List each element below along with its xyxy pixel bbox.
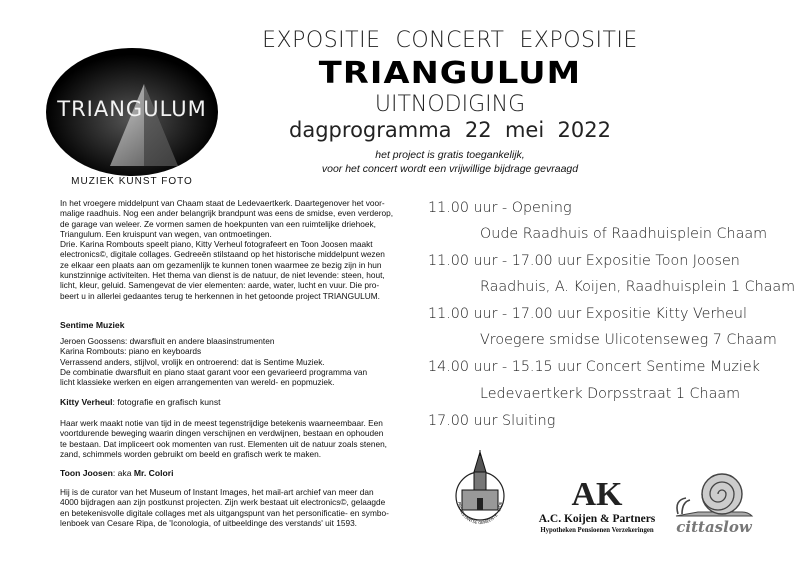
kitty-role: : fotografie en grafisch kunst [112, 397, 221, 407]
program-time-expo-kitty: 11.00 uur - 17.00 uur Expositie Kitty Verheul [428, 306, 747, 322]
sentime-heading: Sentime Muziek [60, 320, 125, 330]
toon-aka: : aka [112, 468, 134, 478]
program-time-concert: 14.00 uur - 15.15 uur Concert Sentime Muziek [428, 359, 760, 375]
program-time-closing: 17.00 uur Sluiting [428, 413, 556, 429]
snail-icon [668, 470, 760, 536]
ak-name: A.C. Koijen & Partners [538, 513, 656, 525]
sentime-line: licht klassieke werken en eigen arrangementen van wereld- en popmuziek. [60, 377, 335, 388]
kitty-line: voortdurende beweging waarin dingen verschijnen en verdwijnen, bestaan en ophouden [60, 428, 384, 439]
program-location-opening: Oude Raadhuis of Raadhuisplein Chaam [480, 226, 768, 242]
cittaslow-label: cittaslow [676, 518, 752, 536]
program-location-expo-toon: Raadhuis, A. Koijen, Raadhuisplein 1 Chaam [480, 279, 796, 295]
toon-line: en betekenisvolle digitale collages met als uitgangspunt van het personificatie- en symbo- [60, 507, 389, 518]
logo-caption: MUZIEK KUNST FOTO [71, 176, 193, 187]
kitty-name: Kitty Verheul [60, 397, 113, 407]
intro-line: Drie. Karina Rombouts speelt piano, Kitty Verheul fotografeert en Toon Joosen maakt [60, 239, 373, 250]
sentime-line: De combinatie dwarsfluit en piano staat garant voor een gevarieerd programma van [60, 366, 368, 377]
kitty-heading [60, 397, 221, 407]
toon-alias: Mr. Colori [133, 468, 174, 478]
intro-line: kunstzinnige activiteiten. Het thema van dienst is de natuur, de niet levende: steen, hout, [60, 270, 385, 281]
toon-line: lenboek van Cesare Ripa, de 'Iconologia, of uitbeeldinge des verstands' uit 1593. [60, 517, 357, 528]
toon-line: 4000 bijdragen aan zijn postkunst projecten. Zijn werk bestaat uit electronics©, gelaagde [60, 497, 386, 508]
toon-line: Hij is de curator van het Museum of Instant Images, het mail-art archief van meer dan [60, 487, 374, 497]
sentime-text [60, 336, 408, 387]
ak-koijen-logo [532, 478, 662, 538]
intro-line: malige raadhuis. Nog een ander belangrijk brandpunt was eens de smidse, even verderop, [60, 208, 394, 219]
triangulum-logo [40, 48, 224, 188]
intro-line: de garage van weleer. Ze vormen samen de hoekpunten van een ruimtelijke driehoek, [60, 218, 376, 229]
date-line: dagprogramma 22 mei 2022 [289, 118, 611, 142]
program-location-concert: Ledevaertkerk Dorpsstraat 1 Chaam [480, 386, 741, 402]
sentime-line: Jeroen Goossens: dwarsfluit en andere blaasinstrumenten [60, 336, 275, 346]
intro-line: ze elkaar een plaats aan om gezamenlijk te kunnen tonen waarmee ze bezig zijn in hun [60, 259, 382, 270]
sentime-line: Verrassend anders, stijlvol, vrolijk en ontroerend: dat is Sentime Muziek. [60, 356, 325, 367]
logo-name: TRIANGULUM [57, 97, 207, 121]
toon-text [60, 487, 408, 528]
kitty-text [60, 418, 408, 459]
intro-line: Triangulum. Een kruispunt van wegen, van ontmoetingen. [60, 228, 272, 239]
ak-mark: AK [571, 476, 623, 513]
sentime-line: Karina Rombouts: piano en keyboards [60, 346, 202, 357]
contribution-note: voor het concert wordt een vrijwillige bijdrage gevraagd [321, 163, 579, 175]
toon-heading [60, 468, 174, 478]
kitty-line: zand, schimmels worden gebruikt om beeld en grafisch werk te maken. [60, 448, 322, 459]
kitty-line: Haar werk maakt notie van tijd in de meest tegenstrijdige betekenis waarneembaar. Een [60, 418, 383, 428]
free-access-note: het project is gratis toegankelijk, [375, 149, 525, 161]
church-ring-text: PROTESTANTSE GEMEENTE · LEDE [456, 501, 504, 526]
intro-line: beert u in allerlei gedaantes terug te herkennen in het getoonde project TRIANGULUM. [60, 290, 380, 301]
intro-line: licht, kleur, geluid. Samengevat de vier elementen: aarde, water, lucht en vuur. Die pro- [60, 280, 380, 291]
program-time-expo-toon: 11.00 uur - 17.00 uur Expositie Toon Joosen [428, 253, 740, 269]
invitation-heading: UITNODIGING [374, 92, 526, 117]
program-time-opening: 11.00 uur - Opening [428, 200, 572, 216]
header-line1: EXPOSITIE CONCERT EXPOSITIE [262, 28, 638, 53]
program-location-expo-kitty: Vroegere smidse Ulicotenseweg 7 Chaam [480, 332, 777, 348]
toon-name: Toon Joosen [60, 468, 113, 478]
intro-line: In het vroegere middelpunt van Chaam staat de Ledevaertkerk. Daartegenover het voor- [60, 198, 385, 208]
church-icon [450, 450, 510, 530]
intro-text [60, 198, 408, 301]
page-title: TRIANGULUM [318, 56, 582, 91]
ak-tagline: Hypotheken Pensioenen Verzekeringen [540, 527, 654, 534]
intro-line: electronics©, digitale collages. Gedreeën stilstaand op het historische middelpunt wezen [60, 249, 385, 260]
kitty-line: te bestaan. Dat impliceert ook momenten van rust. Elementen uit de natuur zoals stenen, [60, 438, 387, 449]
